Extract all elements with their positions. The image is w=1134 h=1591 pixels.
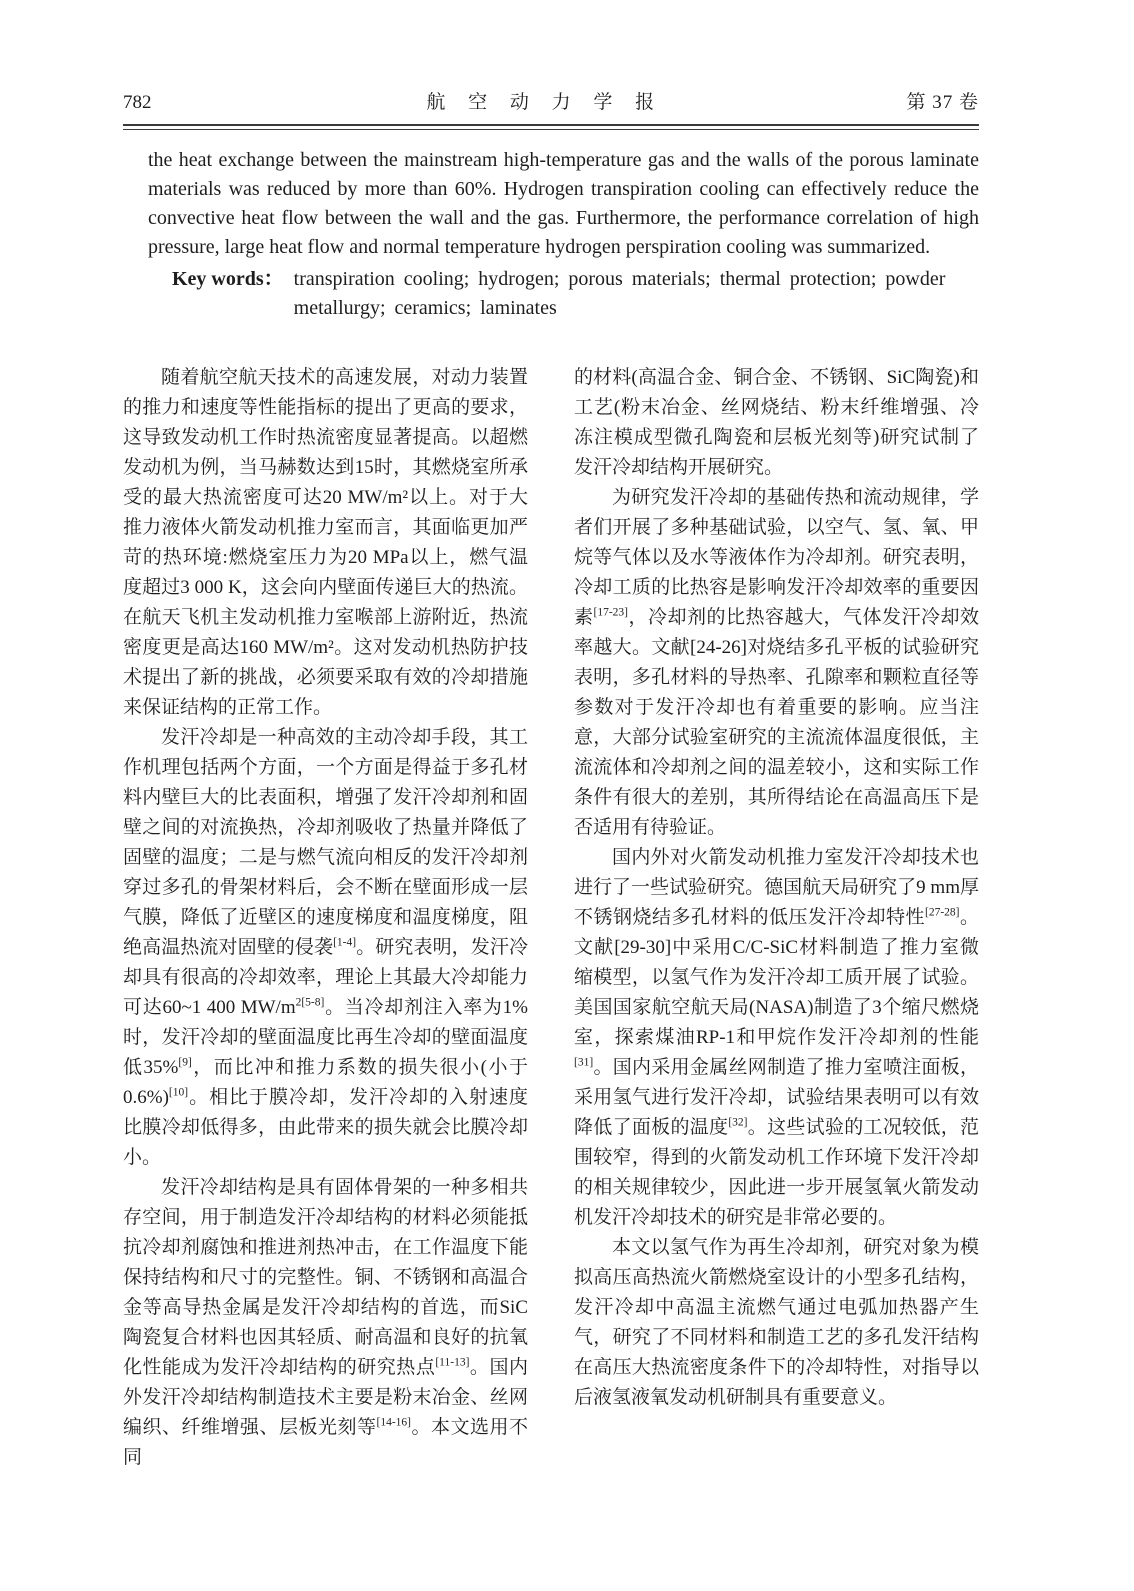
keywords-label: Key words： (172, 268, 284, 290)
reference-superscript: [32] (728, 1116, 748, 1129)
body-paragraph: 发汗冷却是一种高效的主动冷却手段，其工作机理包括两个方面，一个方面是得益于多孔材料内壁巨大的比表面积，增强了发汗冷却剂和固壁之间的对流换热，冷却剂吸收了热量并降低了固壁的温度；二是与燃气流向相反的发汗冷却剂穿过多孔的骨架材料后，会不断在壁面形成一层气膜，降低了近壁区的速度梯度和温度梯度，阻绝高温热流对固壁的侵袭[1-4]。研究表明，发汗冷却具有很高的冷却效率，理论上其最大冷却能力可达60~1 400 MW/m$^{2[5-8]}$。当冷却剂注入率为1%时，发汗冷却的壁面温度比再生冷却的壁面温度低35%[9]，而比冲和推力系数的损失很小(小于0.6%)[10]。相比于膜冷却，发汗冷却的入射速度比膜冷却低得多，由此带来的损失就会比膜冷却小。 (123, 727, 529, 1168)
body-columns (123, 363, 979, 1473)
body-paragraph: 发汗冷却结构是具有固体骨架的一种多相共存空间，用于制造发汗冷却结构的材料必须能抵抗冷却剂腐蚀和推进剂热冲击，在工作温度下能保持结构和尺寸的完整性。铜、不锈钢和高温合金等高导热金属是发汗冷却结构的首选，而SiC陶瓷复合材料也因其轻质、耐高温和良好的抗氧化性能成为发汗冷却结构的研究热点[11-13]。国内外发汗冷却结构制造技术主要是粉末冶金、丝网编织、纤维增强、层板光刻等[14-16]。本文选用不同 (123, 1177, 528, 1468)
reference-superscript: [10] (168, 1086, 189, 1099)
reference-superscript: [14-16] (376, 1416, 411, 1429)
column-left (123, 363, 528, 1473)
column-right (574, 363, 979, 1473)
keywords-block (172, 265, 962, 323)
page-number: 782 (123, 92, 152, 113)
body-paragraph: 随着航空航天技术的高速发展，对动力装置的推力和速度等性能指标的提出了更高的要求，这导致发动机工作时热流密度显著提高。以超燃发动机为例，当马赫数达到15时，其燃烧室所承受的最大热流密度可达20 MW/m²以上。对于大推力液体火箭发动机推力室而言，其面临更加严苛的热环境:燃烧室压力为20 MPa以上，燃气温度超过3 000 K，这会向内壁面传递巨大的热流。在航天飞机主发动机推力室喉部上游附近，热流密度更是高达160 MW/m²。这对发动机热防护技术提出了新的挑战，必须要采取有效的冷却措施来保证结构的正常工作。 (123, 367, 528, 718)
body-paragraph: 国内外对火箭发动机推力室发汗冷却技术也进行了一些试验研究。德国航天局研究了9 mm厚不锈钢烧结多孔材料的低压发汗冷却特性[27-28]。文献[29-30]中采用C/C-SiC材料制造了推力室微缩模型，以氢气作为发汗冷却工质开展了试验。美国国家航空航天局(NASA)制造了3个缩尺燃烧室，探索煤油RP-1和甲烷作发汗冷却剂的性能[31]。国内采用金属丝网制造了推力室喷注面板，采用氢气进行发汗冷却，试验结果表明可以有效降低了面板的温度[32]。这些试验的工况较低，范围较窄，得到的火箭发动机工作环境下发汗冷却的相关规律较少，因此进一步开展氢氧火箭发动机发汗冷却技术的研究是非常必要的。 (574, 847, 979, 1228)
body-paragraph: 本文以氢气作为再生冷却剂，研究对象为模拟高压高热流火箭燃烧室设计的小型多孔结构，发汗冷却中高温主流燃气通过电弧加热器产生气，研究了不同材料和制造工艺的多孔发汗结构在高压大热流密度条件下的冷却特性，对指导以后液氢液氧发动机研制具有重要意义。 (574, 1237, 979, 1408)
reference-superscript: 2[5-8] (295, 996, 325, 1009)
body-paragraph: 的材料(高温合金、铜合金、不锈钢、SiC陶瓷)和工艺(粉末冶金、丝网烧结、粉末纤维增强、冷冻注模成型微孔陶瓷和层板光刻等)研究试制了发汗冷却结构开展研究。 (574, 367, 979, 478)
reference-superscript: [9] (178, 1056, 192, 1069)
volume-label: 第 37 卷 (906, 92, 979, 113)
reference-superscript: [1-4] (333, 936, 357, 949)
journal-title: 航 空 动 力 学 报 (426, 92, 664, 113)
page-header (123, 92, 979, 114)
reference-superscript: [31] (574, 1056, 594, 1069)
reference-superscript: [11-13] (435, 1356, 470, 1369)
reference-superscript: [17-23] (593, 606, 628, 619)
body-paragraph: 为研究发汗冷却的基础传热和流动规律，学者们开展了多种基础试验，以空气、氢、氧、甲烷等气体以及水等液体作为冷却剂。研究表明，冷却工质的比热容是影响发汗冷却效率的重要因素[17-23]，冷却剂的比热容越大，气体发汗冷却效率越大。文献[24-26]对烧结多孔平板的试验研究表明，多孔材料的导热率、孔隙率和颗粒直径等参数对于发汗冷却也有着重要的影响。应当注意，大部分试验室研究的主流流体温度很低，主流流体和冷却剂之间的温差较小，这和实际工作条件有很大的差别，其所得结论在高温高压下是否适用有待验证。 (574, 487, 979, 838)
header-double-rule (123, 124, 979, 130)
keywords-text: transpiration cooling; hydrogen; porous materials; thermal protection; powder metallurgy; ceramics; laminates (293, 268, 946, 319)
reference-superscript: [27-28] (924, 906, 960, 919)
abstract-paragraph: the heat exchange between the mainstream high-temperature gas and the walls of the porous laminate materials was reduced by more than 60%. Hydrogen transpiration cooling can effectively reduce the convective heat flow between the wall and the gas. Furthermore, the performance correlation of high pressure, large heat flow and normal temperature hydrogen perspiration cooling was summarized. (148, 149, 979, 258)
